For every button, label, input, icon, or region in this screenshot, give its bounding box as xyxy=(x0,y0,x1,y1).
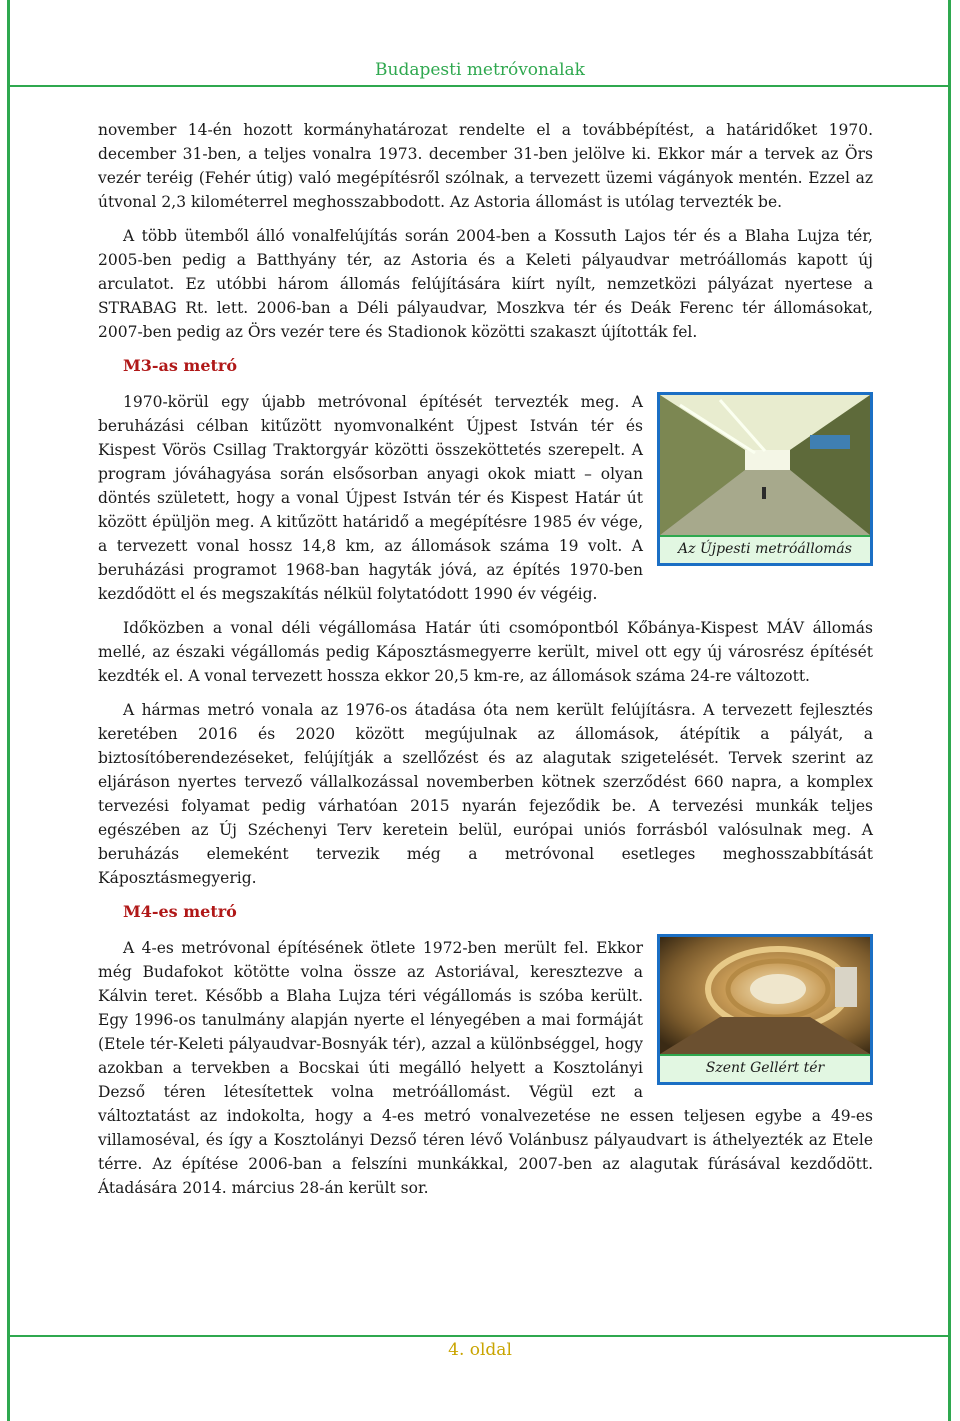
figure-caption: Szent Gellért tér xyxy=(660,1054,870,1082)
section-heading-m3: M3-as metró xyxy=(123,356,238,375)
page-number: 4. oldal xyxy=(448,1340,512,1360)
paragraph: A 4-es metróvonal építésének ötlete 1972-ben merült fel. Ekkor még Budafokot kötötte volna össze az Astoriával, keresztezve a Kálvin teret. Később a Blaha Lujza téri végállomás is szóba került. Egy 1996-os tanulmány alapján nyerte el lényegében a mai formáját (Etele tér-Keleti pályaudvar-Bosnyák tér), azzal a különbséggel, hogy azokban a tervekben a Bocskai úti megálló helyett a Kosztolányi Dezső téren létesítettek volna metróállomást. Végül ezt a változtatást az indokolta, hogy a 4-es metró vonalvezetése ne essen teljesen egybe a 49-es villamoséval, és így a Kosztolányi Dezső téren lévő Volánbusz pályaudvart is áthelyezték az Etele térre. Az építése 2006-ban a felszíni munkákkal, 2007-ben az alagutak fúrásával kezdődött. Átadására 2014. március 28-án került sor. xyxy=(98,939,873,1197)
station-photo-ujpest xyxy=(660,395,870,535)
header-title: Budapesti metróvonalak xyxy=(375,60,585,80)
section-heading-m4: M4-es metró xyxy=(123,902,237,921)
paragraph: A több ütemből álló vonalfelújítás során 2004-ben a Kossuth Lajos tér és a Blaha Lujza tér, 2005-ben pedig a Batthyány tér, az Astoria és a Keleti pályaudvar metróállomás kapott új arculatot. Ez utóbbi három állomás felújítására kiírt nyílt, nemzetközi pályázat nyertese a STRABAG Rt. lett. 2006-ban a Déli pályaudvar, Moszkva tér és Deák Ferenc tér állomásokat, 2007-ben pedig az Örs vezér tere és Stadionok közötti szakaszt újították fel. xyxy=(98,227,873,341)
figure-szent-gellert xyxy=(657,934,873,1085)
figure-caption: Az Újpesti metróállomás xyxy=(660,535,870,563)
station-photo-szent-gellert xyxy=(660,937,870,1054)
paragraph: Időközben a vonal déli végállomása Határ úti csomópontból Kőbánya-Kispest MÁV állomás mellé, az északi végállomás pedig Káposztásmegyerre került, mivel ott egy új városrész építését kezdték el. A vonal tervezett hossza ekkor 20,5 km-re, az állomások száma 24-re változott. xyxy=(98,619,873,685)
figure-ujpest-station xyxy=(657,392,873,566)
paragraph: A hármas metró vonala az 1976-os átadása óta nem került felújításra. A tervezett fejlesztés keretében 2016 és 2020 között megújulnak az állomások, átépítik a pályát, a biztosítóberendezéseket, felújítják a szellőzést és az alagutak szigetelését. Tervek szerint az eljáráson nyertes tervező vállalkozással novemberben kötnek szerződést 660 napra, a komplex tervezési folyamat pedig várhatóan 2015 nyarán fejeződik be. A tervezési munkák teljes egészében az Új Széchenyi Terv keretein belül, európai uniós forrásból valósulnak meg. A beruházás elemeként tervezik még a metróvonal esetleges meghosszabbítását Káposztásmegyerig. xyxy=(98,701,873,887)
paragraph: november 14-én hozott kormányhatározat rendelte el a továbbépítést, a határidőket 1970. december 31-ben, a teljes vonalra 1973. december 31-ben jelölve ki. Ekkor már a tervek az Örs vezér teréig (Fehér útig) való megépítésről szólnak, a tervezett üzemi vágányok mentén. Ezzel az útvonal 2,3 kilométerrel meghosszabbodott. Az Astoria állomást is utólag tervezték be. xyxy=(98,121,873,211)
main-content xyxy=(98,118,873,1210)
footer-rule xyxy=(10,1335,948,1337)
paragraph: 1970-körül egy újabb metróvonal építését tervezték meg. A beruházási célban kitűzött nyomvonalként Újpest István tér és Kispest Vörös Csillag Traktorgyár közötti összeköttetés szerepelt. A program jóváhagyása során elsősorban anyagi okok miatt – olyan döntés született, hogy a vonal Újpest István tér és Kispest Határ út között épüljön meg. A kitűzött határidő a megépítésre 1985 év vége, a tervezett vonal hossz 14,8 km, az állomások száma 19 volt. A beruházási programot 1968-ban hagyták jóvá, az építés 1970-ben kezdődött el és megszakítás nélkül folytatódott 1990 év végéig. xyxy=(98,393,643,603)
header-rule xyxy=(10,85,948,87)
